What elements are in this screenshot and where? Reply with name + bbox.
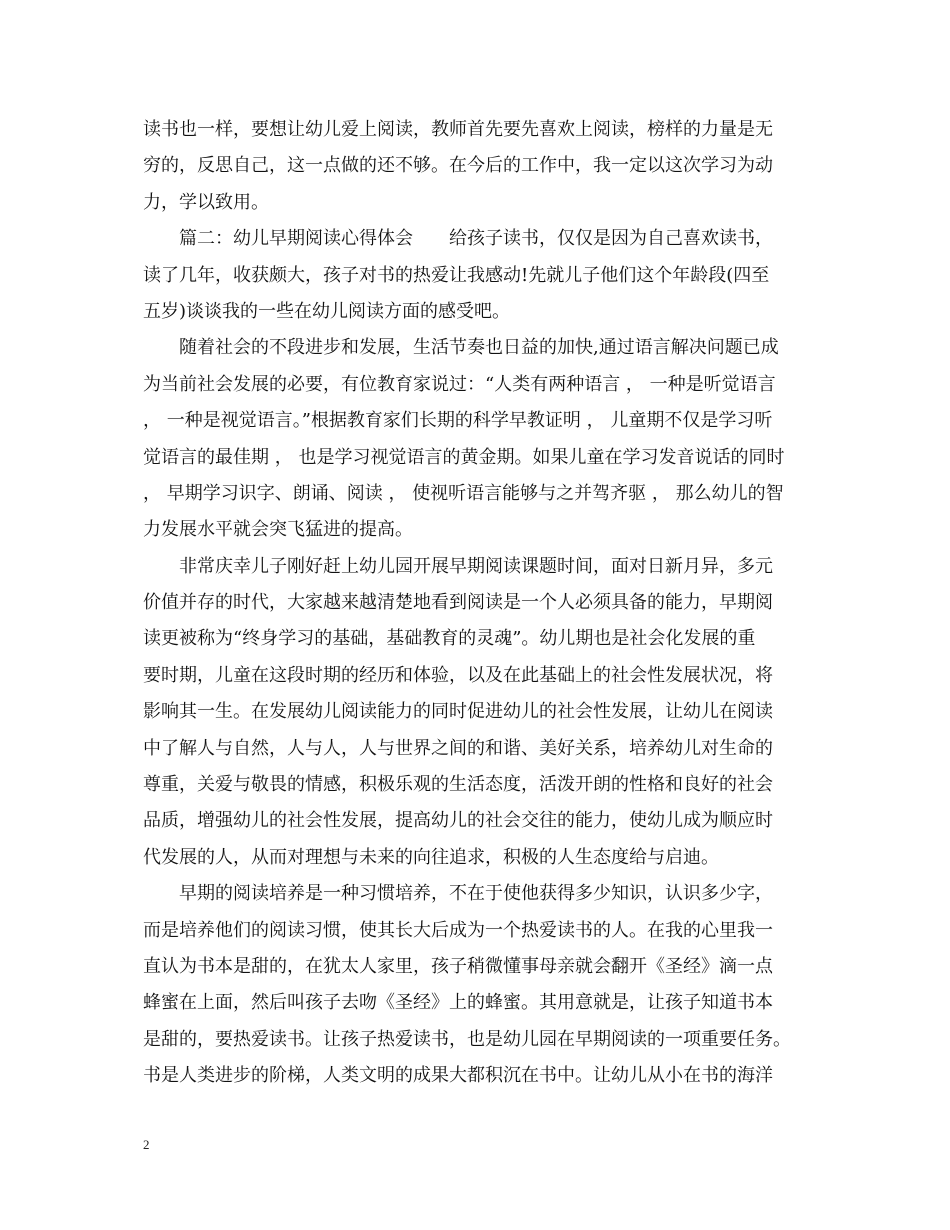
text-line: 力发展水平就会突飞猛进的提高。	[143, 519, 413, 541]
text-line: ， 一种是视觉语言。”根据教育家们长期的科学早教证明 ， 儿童期不仅是学习听	[143, 410, 773, 432]
text-line: 为当前社会发展的必要，有位教育家说过：“人类有两种语言 ， 一种是听觉语言	[143, 373, 776, 395]
document-body	[143, 112, 823, 1095]
text-line: 是甜的，要热爱读书。让孩子热爱读书，也是幼儿园在早期阅读的一项重要任务。	[143, 1028, 791, 1050]
text-line: 蜂蜜在上面，然后叫孩子去吻《圣经》上的蜂蜜。其用意就是，让孩子知道书本	[143, 992, 773, 1014]
text-line: 读书也一样，要想让幼儿爱上阅读，教师首先要先喜欢上阅读，榜样的力量是无	[143, 119, 773, 140]
text-line: 直认为书本是甜的，在犹太人家里，孩子稍微懂事母亲就会翻开《圣经》滴一点	[143, 955, 773, 977]
text-line: 觉语言的最佳期 ， 也是学习视觉语言的黄金期。如果儿童在学习发音说话的同时	[143, 446, 785, 468]
text-line: 中了解人与自然，人与人，人与世界之间的和谐、美好关系，培养幼儿对生命的	[143, 737, 773, 759]
text-line: 书是人类进步的阶梯，人类文明的成果大都积沉在书中。让幼儿从小在书的海洋	[143, 1065, 773, 1087]
text-line: 而是培养他们的阅读习惯，使其长大后成为一个热爱读书的人。在我的心里我一	[143, 919, 773, 941]
text-line: 五岁)谈谈我的一些在幼儿阅读方面的感受吧。	[143, 300, 511, 322]
page-number: 2	[143, 1137, 150, 1152]
text-line: 尊重，关爱与敬畏的情感，积极乐观的生活态度，活泼开朗的性格和良好的社会	[143, 774, 773, 796]
text-line: 非常庆幸儿子刚好赶上幼儿园开展早期阅读课题时间，面对日新月异，多元	[143, 555, 773, 577]
text-line: 随着社会的不段进步和发展，生活节奏也日益的加快,通过语言解决问题已成	[143, 337, 779, 359]
text-line: 代发展的人，从而对理想与未来的向往追求，积极的人生态度给与启迪。	[143, 846, 719, 868]
text-line: ， 早期学习识字、朗诵、阅读 ， 使视听语言能够与之并驾齐驱 ， 那么幼儿的智	[143, 482, 784, 504]
text-line: 穷的，反思自己，这一点做的还不够。在今后的工作中，我一定以这次学习为动	[143, 155, 773, 177]
section-heading-line: 篇二：幼儿早期阅读心得体会 给孩子读书，仅仅是因为自己喜欢读书，	[143, 228, 773, 250]
text-line: 要时期，儿童在这段时期的经历和体验，以及在此基础上的社会性发展状况，将	[143, 664, 773, 686]
text-line: 读了几年，收获颇大，孩子对书的热爱让我感动!先就儿子他们这个年龄段(四至	[143, 264, 770, 286]
text-line: 早期的阅读培养是一种习惯培养，不在于使他获得多少知识，认识多少字，	[143, 883, 773, 905]
text-line: 影响其一生。在发展幼儿阅读能力的同时促进幼儿的社会性发展，让幼儿在阅读	[143, 701, 773, 723]
text-line: 品质，增强幼儿的社会性发展，提高幼儿的社会交往的能力，使幼儿成为顺应时	[143, 810, 773, 832]
text-line: 读更被称为“终身学习的基础，基础教育的灵魂”。幼儿期也是社会化发展的重	[143, 628, 756, 650]
text-line: 价值并存的时代，大家越来越清楚地看到阅读是一个人必须具备的能力，早期阅	[143, 592, 773, 614]
text-line: 力，学以致用。	[143, 191, 269, 213]
